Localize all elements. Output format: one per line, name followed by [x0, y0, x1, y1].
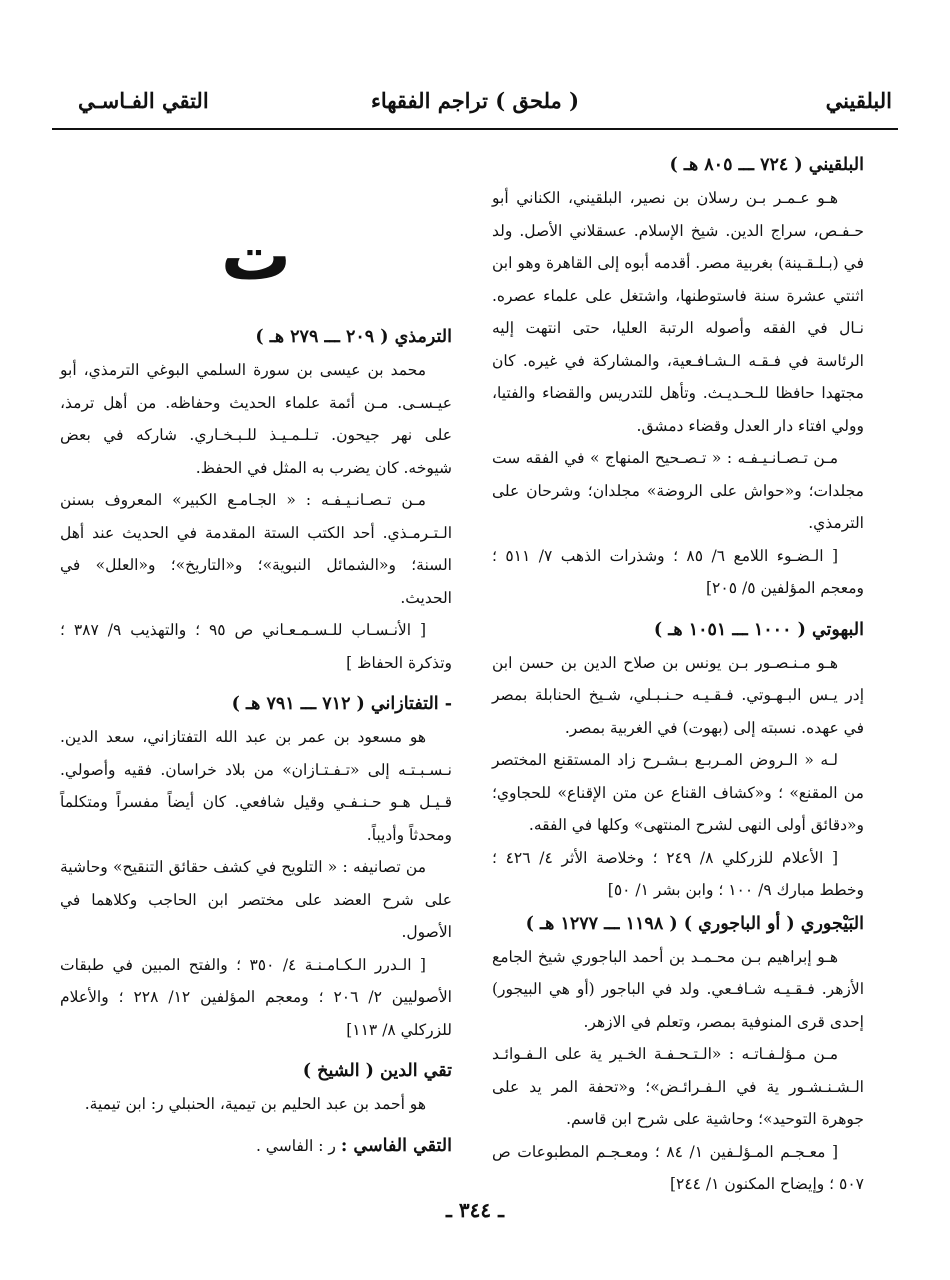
right-column: [492, 148, 864, 1201]
entry-works: من تصانيفه : « التلويح في كشف حقائق التنقيح» وحاشية على شرح العضد على مختصر ابن الحاجب وكلاهما في الأصول.: [60, 858, 452, 941]
entry-heading-tirmidhi: الترمذي ( ٢٠٩ ـــ ٢٧٩ هـ ): [255, 327, 452, 347]
entry-references: [ الأعلام للزركلي ٨/ ٢٤٩ ؛ وخلاصة الأثر ٤/ ٤٢٦ ؛ وخطط مبارك ٩/ ١٠٠ ؛ وابن بشر ١/ ٥٠]: [492, 848, 864, 899]
cross-reference-text: ر : الفاسي .: [255, 1136, 336, 1155]
entry-heading-taqi-fasi: التقي الفاسي :: [340, 1135, 452, 1156]
entry-references: [ الـدرر الـكـامـنـة ٤/ ٣٥٠ ؛ والفتح المبين في طبقات الأصوليين ٢/ ٢٠٦ ؛ ومعجم المؤلفين ١٢/ ٢٢٨ ؛ والأعلام للزركلي ٨/ ١١٣]: [60, 955, 452, 1039]
running-head: [50, 88, 900, 128]
entry-text: هو أحمد بن عبد الحليم بن تيمية، الحنبلي ر: ابن تيمية.: [84, 1095, 426, 1113]
entry-heading-taftazani: - التفتازاني ( ٧١٢ ـــ ٧٩١ هـ ): [231, 694, 452, 714]
entry-references: [ الـضـوء اللامع ٦/ ٨٥ ؛ وشذرات الذهب ٧/ ٥١١ ؛ ومعجم المؤلفين ٥/ ٢٠٥]: [492, 546, 864, 597]
left-column: [60, 148, 452, 1163]
entry-heading-bulqini: البلقيني ( ٧٢٤ ـــ ٨٠٥ هـ ): [669, 155, 864, 175]
entry-text: هو مسعود بن عمر بن عبد الله التفتازاني، سعد الدين. نـسـبـتـه إلى «تـفـتـازان» من بلاد خراسان. فقيه وأصولي. قـيـل هـو حـنـفـي وقيل شافعي. كان أيضاً مفسراً ومتكلماً ومحدثاً وأديباً.: [60, 728, 452, 844]
entry-works: لـه « الـروض المـربـع بـشـرح زاد المستقنع المختصر من المقنع» ؛ و«كشاف القناع عن متن الإقناع» للحجاوي؛ و«دقائق أولى النهى لشرح المنتهى» وكلها في الفقه.: [492, 751, 864, 834]
entry-cross-reference: [60, 1129, 452, 1163]
running-head-right: البلقيني: [825, 88, 892, 113]
entry-works: مـن تـصـانـيـفـه : « تـصـحيح المنهاج » في الفقه ست مجلدات؛ و«حواش على الروضة» مجلدان؛ وشرحان على الترمذي.: [492, 449, 864, 532]
entry-text: محمد بن عيسى بن سورة السلمي البوغي الترمذي، أبو عيـسـى. مـن أئمة علماء الحديث وحفاظه. من أهل ترمذ، على نهر جيحون. تـلـمـيـذ للـبـخـاري. شاركه في بعض شيوخه. كان يضرب به المثل في الحفظ.: [60, 361, 452, 477]
entry-works: مـن تـصـانـيـفـه : « الجـامـع الكبير» المعروف بسنن الـتـرمـذي. أحد الكتب الستة المقدمة في الحديث عند أهل السنة؛ و«الشمائل النبوية»؛ و«التاريخ»؛ و«العلل» في الحديث.: [60, 491, 452, 607]
entry-text: هـو عـمـر بـن رسلان بن نصير، البلقيني، الكناني أبو حـفـص، سراج الدين. شيخ الإسلام. عسقلاني الأصل. ولد في (بـلـقـينة) بغربية مصر. أقدمه أبوه إلى القاهرة وهو ابن اثنتي عشرة سنة فاستوطنها، واشتغل على علماء عصره. نـال في الفقه وأصوله الرتبة العليا، حتى انتهت إليه الرئاسة في فـقـه الـشـافـعية، والمشاركة في غيره. كان مجتهدا حافظا للـحـديـث. وتأهل للتدريس والقضاء والفتيا، وولي افتاء دار العدل وقضاء دمشق.: [492, 189, 864, 435]
entry-heading-bijuri: البَيْجوري ( أو الباجوري ) ( ١١٩٨ ـــ ١٢٧٧ هـ ): [525, 913, 864, 934]
entry-heading-buhuti: البهوتي ( ١٠٠٠ ـــ ١٠٥١ هـ ): [653, 619, 864, 640]
entry-references: [ الأنـسـاب للـسـمـعـاني ص ٩٥ ؛ والتهذيب ٩/ ٣٨٧ ؛ وتذكرة الحفاظ ]: [60, 621, 452, 672]
entry-heading-taqi-al-din: تقي الدين ( الشيخ ): [302, 1061, 452, 1081]
page-number: ـ ٣٤٤ ـ: [446, 1198, 504, 1222]
entry-works: مـن مـؤلـفـاتـه : «الـتـحـفـة الخـير ية على الـفـوائـد الـشـنـشـور ية في الـفـرائـض»؛ و«تحفة المر يد على جوهرة التوحيد»؛ وحاشية على شرح ابن قاسم.: [492, 1045, 864, 1128]
section-letter: ت: [220, 214, 292, 296]
entry-text: هـو إبراهيم بـن محـمـد بن أحمد الباجوري شيخ الجامع الأزهر. فـقـيـه شـافـعي. ولد في الباجور (أو هي البيجور) إحدى قرى المنوفية بمصر، وتعلم في الازهر.: [492, 947, 864, 1031]
running-head-center: ( ملحق ) تراجم الفقهاء: [370, 88, 580, 113]
header-rule: [52, 128, 898, 130]
entry-text: هـو مـنـصـور بـن يونس بن صلاح الدين بن حسن ابن إدر يـس البـهـوتي. فـقـيـه حـنـبـلي، شـيخ الحنابلة بمصر في عهده. نسبته إلى (بهوت) في الغربية بمصر.: [492, 653, 864, 737]
entry-references: [ معـجـم المـؤلـفين ١/ ٨٤ ؛ ومعـجـم المطبوعات ص ٥٠٧ ؛ وإيضاح المكنون ١/ ٢٤٤]: [492, 1142, 864, 1193]
running-head-left: التقي الفـاسـي: [78, 88, 209, 113]
